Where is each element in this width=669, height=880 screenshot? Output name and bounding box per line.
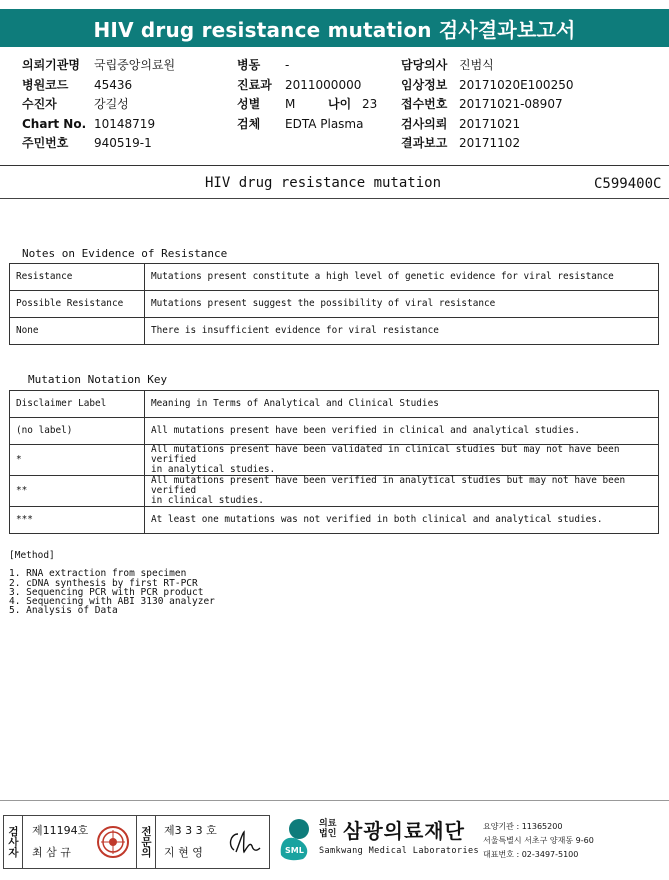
- specialist-name: 지 현 영: [164, 846, 203, 859]
- cell-line: All mutations present have been verified in analytical studies but may not have been verified: [151, 475, 626, 496]
- table-row: [10, 291, 659, 318]
- table-row: [10, 318, 659, 345]
- method-item: 2. cDNA synthesis by first RT-PCR: [9, 577, 198, 589]
- examiner-name: 최 삼 규: [32, 846, 71, 859]
- info-row: [401, 134, 573, 154]
- table-cell-text: Mutations present constitute a high level of genetic evidence for viral resistance: [145, 264, 659, 291]
- method-item: 3. Sequencing PCR with PCR product: [9, 586, 204, 598]
- method-title: [Method]: [9, 550, 55, 561]
- table-header-label: Disclaimer Label: [10, 391, 145, 418]
- table-cell-text: All mutations present have been verified in clinical and analytical studies.: [145, 418, 659, 445]
- cell-line: in clinical studies.: [151, 495, 264, 506]
- info-row: [237, 95, 377, 115]
- report-title: HIV drug resistance mutation 검사결과보고서: [93, 17, 576, 42]
- org-code: 요양기관 : 11365200: [483, 822, 563, 831]
- section-divider: [0, 198, 669, 199]
- table-row: [10, 418, 659, 445]
- cell-line: All mutations present have been validated in clinical studies but may not have been verified: [151, 444, 620, 465]
- method-item: 1. RNA extraction from specimen: [9, 568, 187, 580]
- info-label: 병동: [237, 58, 261, 72]
- info-label: 검사의뢰: [401, 116, 448, 131]
- table-cell-label: (no label): [10, 418, 145, 445]
- method-item: 5. Analysis of Data: [9, 605, 118, 617]
- table-cell-label: *: [10, 445, 145, 476]
- method-item: 4. Sequencing with ABI 3130 analyzer: [9, 596, 215, 608]
- org-english-name: Samkwang Medical Laboratories: [319, 846, 480, 856]
- table-cell-text: There is insufficient evidence for viral resistance: [145, 318, 659, 345]
- table-header-text: Meaning in Terms of Analytical and Clinical Studies: [145, 391, 659, 418]
- table-cell-label: ***: [10, 507, 145, 534]
- table-cell-label: None: [10, 318, 145, 345]
- info-row: [22, 95, 175, 115]
- footer-divider: [0, 800, 669, 801]
- specialist-license: 제3 3 3 호: [164, 824, 217, 837]
- org-type: [319, 819, 336, 839]
- table-cell-text: [145, 445, 659, 476]
- info-value: 940519-1: [94, 136, 152, 151]
- org-prefix: 법인: [319, 829, 337, 839]
- table-cell-text: [145, 476, 659, 507]
- info-value: EDTA Plasma: [285, 116, 364, 131]
- notation-title: Mutation Notation Key: [28, 373, 168, 386]
- info-label: 주민번호: [22, 136, 69, 151]
- organization-block: [277, 815, 667, 869]
- info-row: [401, 95, 573, 115]
- info-value: M: [285, 97, 296, 112]
- table-row: [10, 264, 659, 291]
- info-value: -: [285, 58, 290, 72]
- info-row: [401, 76, 573, 96]
- info-row: [237, 115, 377, 135]
- info-column-3: [401, 56, 573, 154]
- org-prefix: 의료: [319, 819, 337, 829]
- table-cell-label: Resistance: [10, 264, 145, 291]
- info-value: 강길성: [94, 97, 129, 112]
- examiner-license: 제11194호: [32, 824, 89, 837]
- info-label: 병원코드: [22, 77, 69, 92]
- evidence-title: Notes on Evidence of Resistance: [22, 247, 228, 260]
- org-address: 서울특별시 서초구 양재동 9-60: [483, 836, 594, 845]
- info-label: Chart No.: [22, 116, 87, 131]
- method-section: [9, 551, 215, 616]
- specialist-label-text: 전문의: [140, 826, 152, 858]
- signature-box: [3, 815, 270, 869]
- info-row: [22, 76, 175, 96]
- specialist-label: [136, 816, 156, 868]
- info-row: [401, 115, 573, 135]
- info-value: 국립중앙의료원: [94, 58, 176, 72]
- examiner-label: [4, 816, 23, 868]
- info-row: [22, 56, 175, 76]
- info-column-1: [22, 56, 175, 154]
- table-cell-text: At least one mutations was not verified in both clinical and analytical studies.: [145, 507, 659, 534]
- evidence-table: [9, 263, 659, 345]
- org-phone: 대표번호 : 02-3497-5100: [483, 850, 579, 859]
- specialist-signature-icon: [226, 828, 264, 858]
- info-value: 20171021: [459, 116, 521, 131]
- examiner-info: [32, 820, 88, 864]
- notation-table: [9, 390, 659, 534]
- table-cell-text: Mutations present suggest the possibility of viral resistance: [145, 291, 659, 318]
- info-label-age: 나이: [328, 97, 352, 112]
- cell-line: in analytical studies.: [151, 464, 276, 475]
- info-label: 수진자: [22, 97, 57, 112]
- table-header-row: [10, 391, 659, 418]
- info-row: [237, 76, 377, 96]
- info-column-2: [237, 56, 377, 134]
- specialist-info: [164, 820, 217, 864]
- report-title-bar: [0, 9, 669, 47]
- info-row: [401, 56, 573, 76]
- info-value: 10148719: [94, 116, 156, 131]
- examiner-seal-icon: [96, 825, 130, 859]
- info-label: 검체: [237, 116, 261, 131]
- org-details: [483, 820, 594, 862]
- info-value: 45436: [94, 77, 133, 92]
- info-label: 담당의사: [401, 58, 448, 72]
- info-label: 접수번호: [401, 97, 448, 112]
- info-value: 20171102: [459, 136, 521, 151]
- info-value-age: 23: [362, 97, 378, 112]
- examiner-label-text: 검사자: [7, 826, 19, 858]
- table-cell-label: Possible Resistance: [10, 291, 145, 318]
- table-row: [10, 476, 659, 507]
- section-title: HIV drug resistance mutation: [205, 175, 442, 191]
- info-label: 의뢰기관명: [22, 58, 80, 72]
- info-label: 결과보고: [401, 136, 448, 151]
- org-name: 삼광의료재단: [343, 819, 465, 843]
- table-cell-label: **: [10, 476, 145, 507]
- info-label: 성별: [237, 97, 261, 112]
- info-row: [22, 115, 175, 135]
- table-row: [10, 445, 659, 476]
- info-divider: [0, 165, 669, 166]
- info-label: 임상정보: [401, 77, 448, 92]
- info-value: 2011000000: [285, 77, 362, 92]
- info-row: [22, 134, 175, 154]
- info-value: 진범식: [459, 58, 494, 72]
- info-label: 진료과: [237, 77, 272, 92]
- info-value: 20171020E100250: [459, 77, 574, 92]
- test-code: C599400C: [594, 176, 662, 192]
- sml-logo-icon: [277, 817, 315, 861]
- table-row: [10, 507, 659, 534]
- logo-text: SML: [285, 846, 304, 855]
- info-value: 201710​21-08907: [459, 97, 563, 112]
- info-row: [237, 56, 377, 76]
